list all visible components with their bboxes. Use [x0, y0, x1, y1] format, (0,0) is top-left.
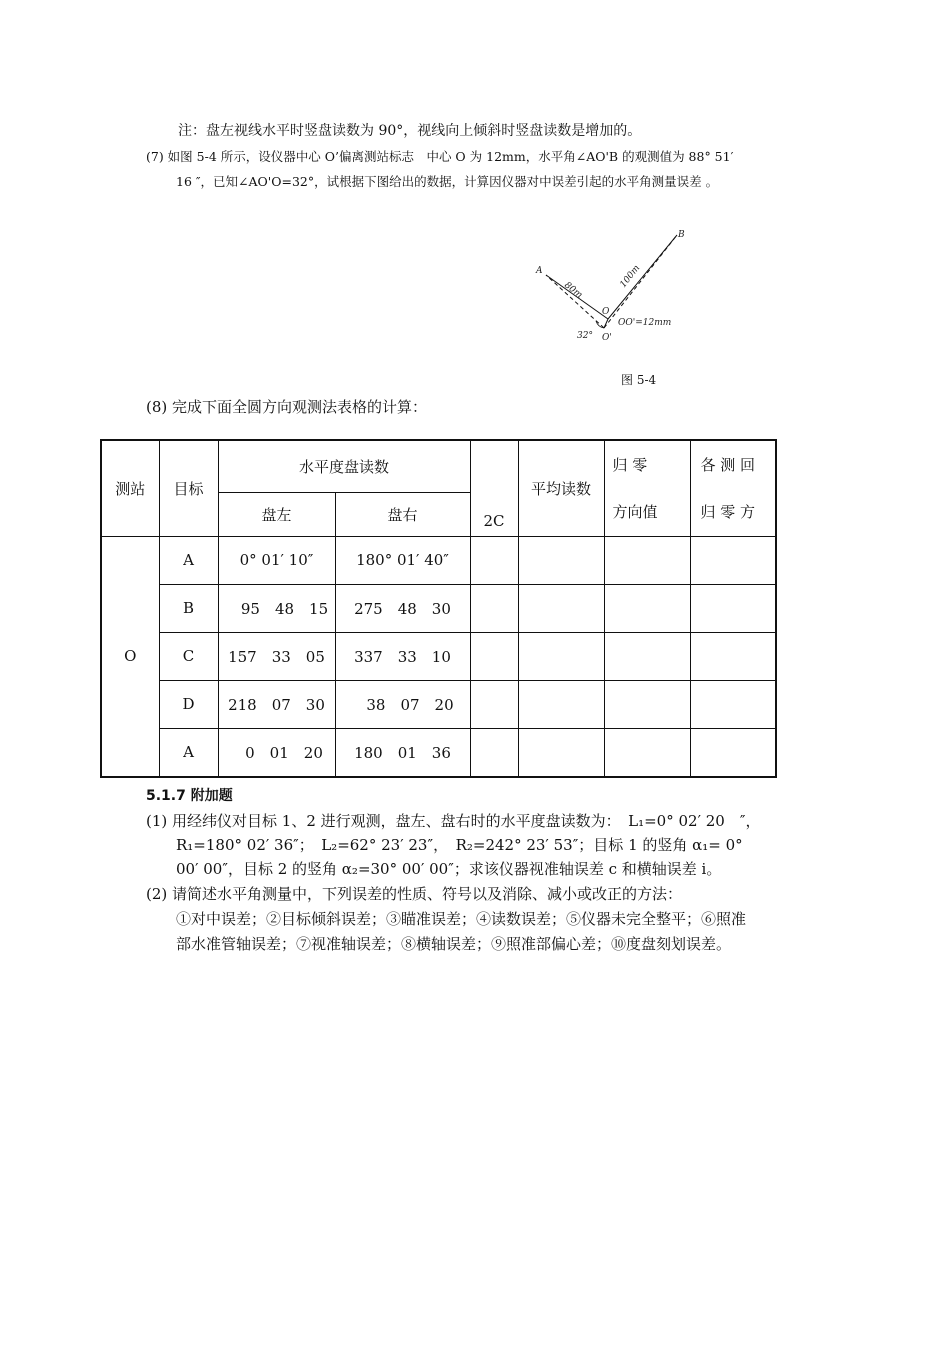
empty-cell	[470, 680, 518, 728]
face-left-cell: 95 48 15	[218, 584, 335, 632]
label-distance-b: 100m	[618, 263, 643, 290]
figure-5-4-diagram	[520, 218, 710, 353]
figure-caption: 图 5-4	[621, 373, 657, 387]
header-zero-direction-line-1: 归 零	[612, 456, 648, 475]
header-face-left: 盘左	[218, 492, 335, 536]
header-2c: 2C	[470, 440, 518, 536]
extra-question-1-line-1: (1) 用经纬仪对目标 1、2 进行观测，盘左、盘右时的水平度盘读数为： L₁=0° 02′ 20 ″，	[146, 812, 761, 830]
empty-cell	[690, 584, 776, 632]
empty-cell	[604, 632, 690, 680]
station-cell: O	[101, 536, 159, 777]
label-angle: 32°	[577, 331, 593, 341]
target-cell: C	[159, 632, 218, 680]
header-zero-direction	[604, 440, 690, 536]
extra-question-1-line-2: R₁=180° 02′ 36″； L₂=62° 23′ 23″， R₂=242° 23′ 53″；目标 1 的竖角 α₁= 0°	[176, 836, 743, 854]
observation-table	[100, 439, 777, 778]
face-left-cell: 218 07 30	[218, 680, 335, 728]
empty-cell	[518, 584, 604, 632]
face-right-cell: 180 01 36	[335, 728, 470, 777]
header-station: 测站	[101, 440, 159, 536]
empty-cell	[604, 536, 690, 584]
empty-cell	[470, 536, 518, 584]
header-each-round	[690, 440, 776, 536]
face-right-cell: 38 07 20	[335, 680, 470, 728]
target-cell: D	[159, 680, 218, 728]
note-text: 注：盘左视线水平时竖盘读数为 90°，视线向上倾斜时竖盘读数是增加的。	[178, 123, 642, 139]
empty-cell	[690, 680, 776, 728]
header-each-round-line-2: 归 零 方	[700, 503, 756, 522]
header-zero-direction-line-2: 方向值	[612, 503, 658, 522]
empty-cell	[690, 536, 776, 584]
empty-cell	[470, 584, 518, 632]
face-right-cell: 337 33 10	[335, 632, 470, 680]
empty-cell	[604, 728, 690, 777]
question-7-line-2: 16 ″，已知∠AO'O=32°，试根据下图给出的数据，计算因仪器对中误差引起的水平角测量误差 。	[176, 174, 719, 189]
line-o-prime-to-b	[604, 235, 677, 328]
label-b: B	[678, 230, 685, 240]
header-each-round-line-1: 各 测 回	[700, 456, 756, 475]
empty-cell	[604, 584, 690, 632]
line-o-prime-to-a	[546, 275, 604, 328]
question-8: (8) 完成下面全圆方向观测法表格的计算：	[146, 398, 428, 416]
header-target: 目标	[159, 440, 218, 536]
extra-question-2-line-3: 部水准管轴误差；⑦视准轴误差；⑧横轴误差；⑨照准部偏心差；⑩度盘刻划误差。	[176, 935, 732, 953]
target-cell: B	[159, 584, 218, 632]
label-a: A	[536, 266, 543, 276]
label-o: O	[602, 307, 610, 317]
empty-cell	[518, 536, 604, 584]
empty-cell	[470, 632, 518, 680]
face-left-cell: 0 01 20	[218, 728, 335, 777]
empty-cell	[518, 632, 604, 680]
line-o-prime-to-o	[604, 319, 608, 328]
face-left-cell: 157 33 05	[218, 632, 335, 680]
extra-question-1-line-3: 00′ 00″，目标 2 的竖角 α₂=30° 00′ 00″；求该仪器视准轴误差 c 和横轴误差 i。	[176, 860, 722, 878]
label-distance-a: 80m	[562, 280, 585, 301]
face-right-cell: 275 48 30	[335, 584, 470, 632]
face-right-cell: 180° 01′ 40″	[335, 536, 470, 584]
target-cell: A	[159, 536, 218, 584]
label-o-prime: O'	[602, 333, 612, 343]
empty-cell	[518, 728, 604, 777]
extra-question-2-line-1: (2) 请简述水平角测量中，下列误差的性质、符号以及消除、减小或改正的方法：	[146, 885, 683, 903]
empty-cell	[690, 632, 776, 680]
empty-cell	[690, 728, 776, 777]
header-average: 平均读数	[518, 440, 604, 536]
empty-cell	[470, 728, 518, 777]
empty-cell	[518, 680, 604, 728]
section-title: 5.1.7 附加题	[146, 788, 233, 804]
question-7-line-1: (7) 如图 5-4 所示，设仪器中心 O’偏离测站标志 中心 O 为 12mm，水平角∠AO'B 的观测值为 88° 51′	[146, 149, 734, 164]
empty-cell	[604, 680, 690, 728]
target-cell: A	[159, 728, 218, 777]
extra-question-2-line-2: ①对中误差；②目标倾斜误差；③瞄准误差；④读数误差；⑤仪器未完全整平；⑥照准	[176, 910, 747, 928]
label-distance-oo: OO'=12mm	[618, 318, 672, 328]
header-horizontal-reading: 水平度盘读数	[218, 440, 470, 492]
face-left-cell: 0° 01′ 10″	[218, 536, 335, 584]
header-face-right: 盘右	[335, 492, 470, 536]
